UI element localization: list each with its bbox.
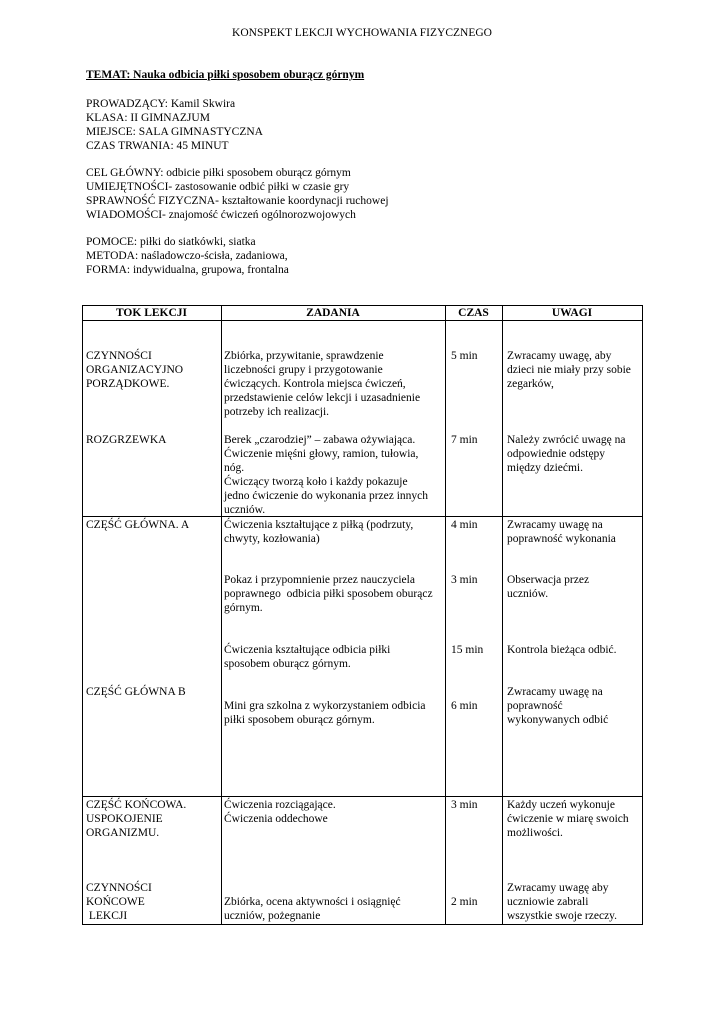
- form-line: FORMA: indywidualna, grupowa, frontalna: [86, 264, 289, 276]
- document-title: KONSPEKT LEKCJI WYCHOWANIA FIZYCZNEGO: [232, 27, 492, 39]
- lesson-info-block: [86, 97, 263, 153]
- row-note-mini-game: Zwracamy uwagę na poprawność wykonywanych odbić: [507, 686, 609, 726]
- row-time-passing-exercises: 15 min: [451, 644, 484, 656]
- row-task-mini-game: Mini gra szkolna z wykorzystaniem odbicia piłki sposobem oburącz górnym.: [224, 700, 426, 726]
- row-time-closing: 2 min: [451, 896, 478, 908]
- row-task-closing: Zbiórka, ocena aktywności i osiągnięć uczniów, pożegnanie: [224, 896, 401, 922]
- row-note-passing-exercises: Kontrola bieżąca odbić.: [507, 644, 617, 656]
- row-note-demonstration: Obserwacja przez uczniów.: [507, 574, 590, 600]
- row-time-demonstration: 3 min: [451, 574, 478, 586]
- table-border: [82, 924, 643, 925]
- row-task-organizational: Zbiórka, przywitanie, sprawdzenie liczebności grupy i przygotowanie ćwiczących. Kontrola miejsca ćwiczeń, przedstawienie celów lekcji i uzasadnienie potrzeby ich realizacji.: [224, 350, 421, 418]
- row-label-main-a: CZĘŚĆ GŁÓWNA. A: [86, 519, 190, 531]
- row-task-ball-exercises: Ćwiczenia kształtujące z piłką (podrzuty, chwyty, kozłowania): [224, 519, 414, 545]
- lesson-goals-block: [86, 166, 389, 222]
- row-note-stretching: Każdy uczeń wykonuje ćwiczenie w miarę swoich możliwości.: [507, 799, 629, 839]
- skills-line: UMIEJĘTNOŚCI- zastosowanie odbić piłki w czasie gry: [86, 181, 350, 193]
- header-tasks: ZADANIA: [306, 307, 360, 319]
- aids-line: POMOCE: piłki do siatkówki, siatka: [86, 236, 256, 248]
- row-note-ball-exercises: Zwracamy uwagę na poprawność wykonania: [507, 519, 616, 545]
- lesson-topic: TEMAT: Nauka odbicia piłki sposobem oburącz górnym: [86, 69, 365, 81]
- place-line: MIEJSCE: SALA GIMNASTYCZNA: [86, 126, 263, 138]
- table-border: [445, 305, 446, 925]
- header-notes: UWAGI: [551, 307, 593, 319]
- row-time-organizational: 5 min: [451, 350, 478, 362]
- class-line: KLASA: II GIMNAZJUM: [86, 112, 210, 124]
- fitness-line: SPRAWNOŚĆ FIZYCZNA- kształtowanie koordynacji ruchowej: [86, 195, 389, 207]
- row-task-stretching: Ćwiczenia rozciągające. Ćwiczenia oddechowe: [224, 799, 336, 825]
- row-task-demonstration: Pokaz i przypomnienie przez nauczyciela poprawnego odbicia piłki sposobem oburącz górnym.: [224, 574, 433, 614]
- teacher-line: PROWADZĄCY: Kamil Skwira: [86, 98, 236, 110]
- row-task-passing-exercises: Ćwiczenia kształtujące odbicia piłki sposobem oburącz górnym.: [224, 644, 391, 670]
- row-note-organizational: Zwracamy uwagę, aby dzieci nie miały przy sobie zegarków,: [507, 350, 631, 390]
- main-goal-line: CEL GŁÓWNY: odbicie piłki sposobem oburącz górnym: [86, 167, 351, 179]
- row-label-final-part: CZĘŚĆ KOŃCOWA. USPOKOJENIE ORGANIZMU.: [86, 799, 187, 839]
- row-time-stretching: 3 min: [451, 799, 478, 811]
- header-time: CZAS: [458, 307, 489, 319]
- row-time-warmup: 7 min: [451, 434, 478, 446]
- table-border: [642, 305, 643, 925]
- row-label-closing: CZYNNOŚCI KOŃCOWE LEKCJI: [86, 882, 152, 922]
- row-note-closing: Zwracamy uwagę aby uczniowie zabrali wszystkie swoje rzeczy.: [507, 882, 618, 922]
- row-label-organizational: CZYNNOŚCI ORGANIZACYJNO PORZĄDKOWE.: [86, 350, 184, 390]
- table-border: [221, 305, 222, 925]
- row-label-warmup: ROZGRZEWKA: [86, 434, 167, 446]
- duration-line: CZAS TRWANIA: 45 MINUT: [86, 140, 229, 152]
- table-border: [82, 320, 643, 321]
- row-label-main-b: CZĘŚĆ GŁÓWNA B: [86, 686, 186, 698]
- header-lesson-course: TOK LEKCJI: [115, 307, 188, 319]
- row-task-warmup: Berek „czarodziej” – zabawa ożywiająca. Ćwiczenie mięśni głowy, ramion, tułowia, nóg. Ćwiczący tworzą koło i każdy pokazuje jedno ćwiczenie do wykonania przez innych uczniów.: [224, 434, 429, 516]
- row-time-ball-exercises: 4 min: [451, 519, 478, 531]
- table-border: [82, 305, 83, 925]
- lesson-methods-block: [86, 235, 289, 277]
- row-time-mini-game: 6 min: [451, 700, 478, 712]
- knowledge-line: WIADOMOŚCI- znajomość ćwiczeń ogólnorozwojowych: [86, 209, 356, 221]
- table-border: [502, 305, 503, 925]
- table-border: [82, 796, 643, 797]
- method-line: METODA: naśladowczo-ścisła, zadaniowa,: [86, 250, 288, 262]
- row-note-warmup: Należy zwrócić uwagę na odpowiednie odstępy między dziećmi.: [507, 434, 626, 474]
